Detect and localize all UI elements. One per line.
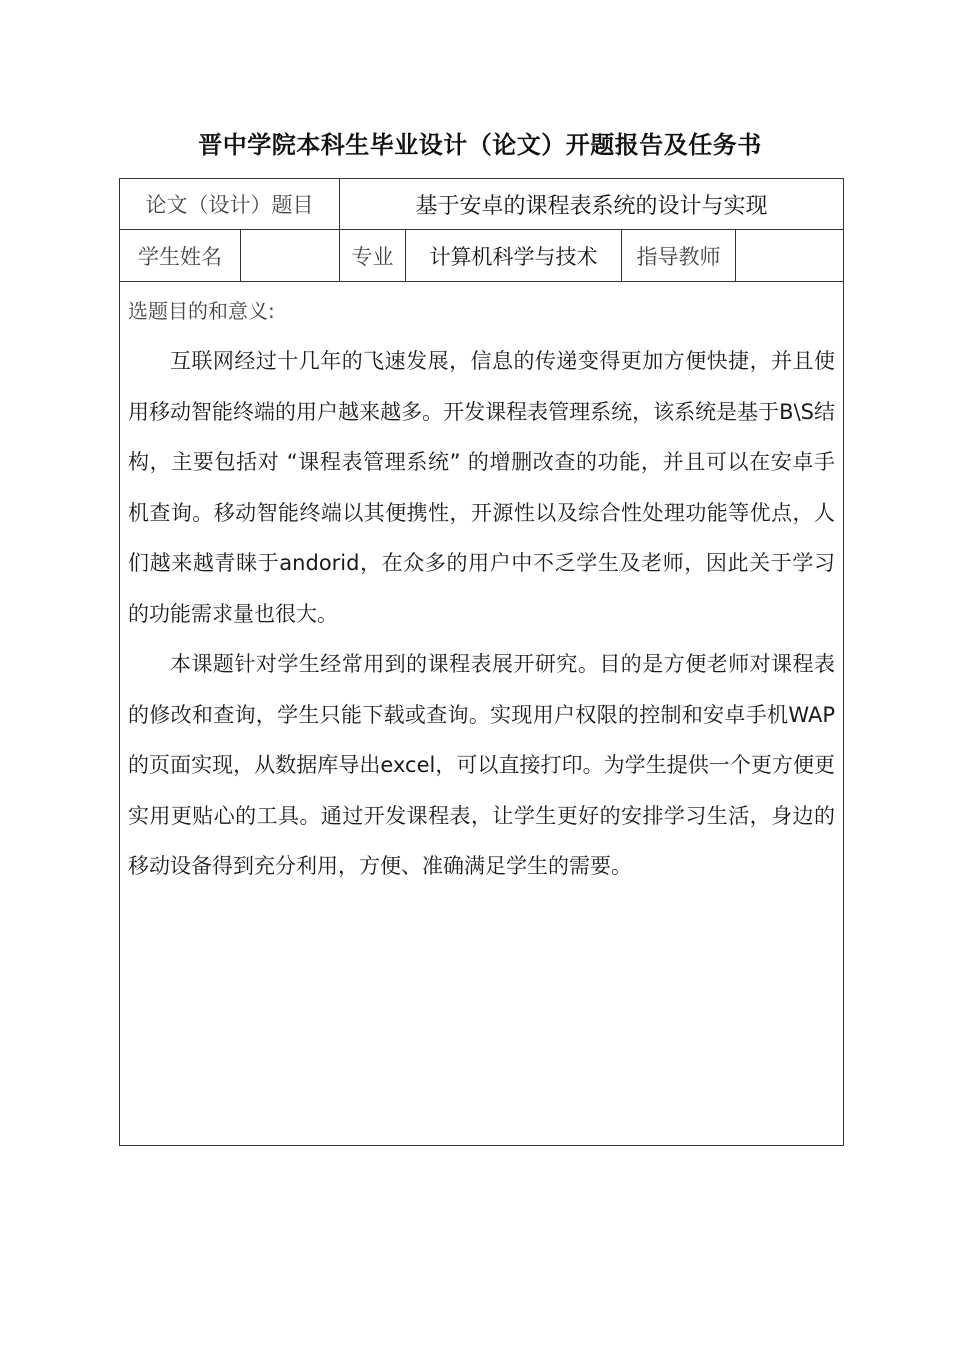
proposal-form <box>119 178 844 1146</box>
paragraph-2: 本课题针对学生经常用到的课程表展开研究。目的是方便老师对课程表的修改和查询，学生只能下载或查询。实现用户权限的控制和安卓手机WAP的页面实现，从数据库导出excel，可以直接打印。为学生提供一个更方便更实用更贴心的工具。通过开发课程表，让学生更好的安排学习生活，身边的移动设备得到充分利用，方便、准确满足学生的需要。 <box>128 652 835 878</box>
paragraph-1: 互联网经过十几年的飞速发展，信息的传递变得更加方便快捷，并且使用移动智能终端的用户越来越多。开发课程表管理系统，该系统是基于B\S结构，主要包括对 “课程表管理系统” 的增删改查的功能，并且可以在安卓手机查询。移动智能终端以其便携性，开源性以及综合性处理功能等优点，人们越来越青睐于andorid，在众多的用户中不乏学生及老师，因此关于学习的功能需求量也很大。 <box>128 349 835 626</box>
advisor-value <box>736 230 843 281</box>
major-value: 计算机科学与技术 <box>406 230 622 281</box>
topic-value: 基于安卓的课程表系统的设计与实现 <box>415 193 768 219</box>
section-label: 选题目的和意义: <box>128 299 275 323</box>
document-title: 晋中学院本科生毕业设计（论文）开题报告及任务书 <box>198 131 762 159</box>
major-label: 专业 <box>340 230 406 281</box>
student-name-label: 学生姓名 <box>120 230 241 281</box>
advisor-label: 指导教师 <box>622 230 736 281</box>
topic-row <box>120 179 843 230</box>
purpose-section <box>120 282 843 892</box>
student-name-value <box>241 230 340 281</box>
student-info-row <box>120 230 843 282</box>
topic-label: 论文（设计）题目 <box>120 179 340 229</box>
